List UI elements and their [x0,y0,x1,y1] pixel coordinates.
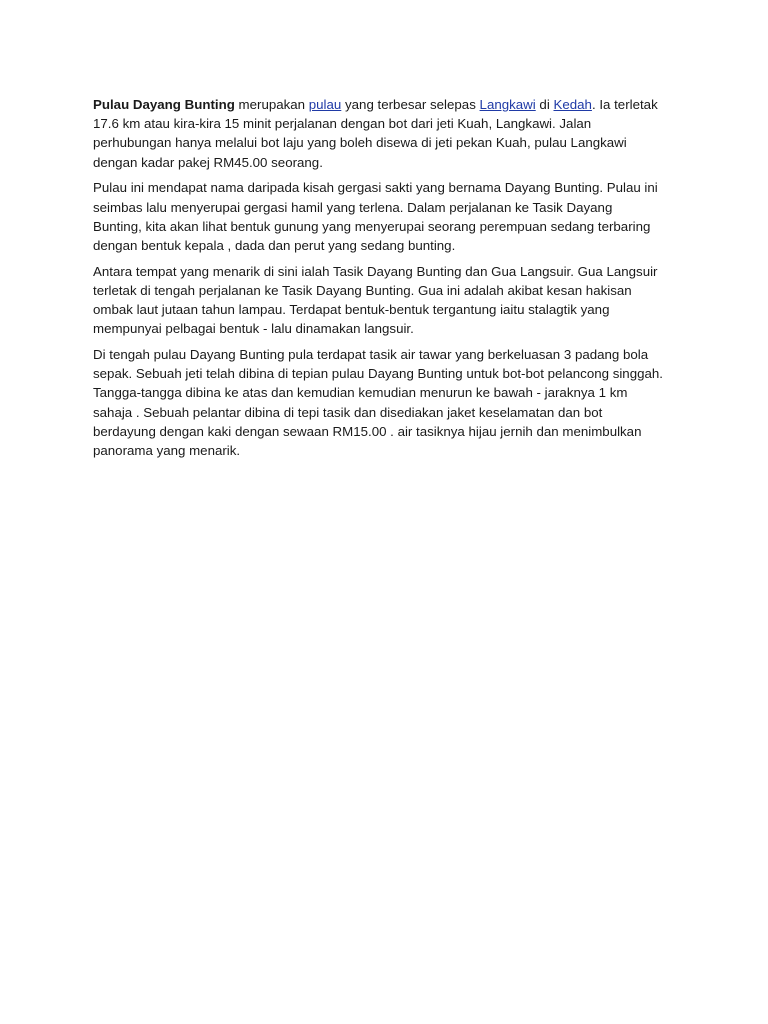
link-kedah[interactable]: Kedah [553,97,592,112]
paragraph-intro [93,95,683,172]
text-segment: merupakan [234,97,309,112]
text-segment: yang terbesar selepas [341,97,480,112]
paragraph-attractions: Antara tempat yang menarik di sini ialah Tasik Dayang Bunting dan Gua Langsuir. Gua Langsuir terletak di tengah perjalanan ke Tasik Dayang Bunting. Gua ini adalah akibat kesan hakisan ombak laut jutaan tahun lampau. Terdapat bentuk-bentuk tergantung iaitu stalagtik yang mempunyai pelbagai bentuk - lalu dinamakan langsuir. [93,263,658,337]
text-segment: . Ia terletak 17.6 km atau kira-kira 15 minit perjalanan dengan bot dari jeti Kuah, Langkawi. Jalan perhubungan hanya melalui bot laju yang boleh disewa di jeti pekan Kuah, pulau Langkawi dengan kadar pakej RM45.00 seorang. [93,97,658,170]
link-pulau[interactable]: pulau [308,97,342,112]
document-body [93,95,683,467]
link-langkawi[interactable]: Langkawi [479,97,536,112]
paragraph-lake: Di tengah pulau Dayang Bunting pula terdapat tasik air tawar yang berkeluasan 3 padang bola sepak. Sebuah jeti telah dibina di tepian pulau Dayang Bunting untuk bot-bot pelancong singgah. Tangga-tangga dibina ke atas dan kemudian kemudian menurun ke bawah - jaraknya 1 km sahaja . Sebuah pelantar dibina di tepi tasik dan disediakan jaket keselamatan dan bot berdayung dengan kaki dengan sewaan RM15.00 . air tasiknya hijau jernih dan menimbulkan panorama yang menarik. [93,346,663,458]
paragraph-legend: Pulau ini mendapat nama daripada kisah gergasi sakti yang bernama Dayang Bunting. Pulau ini seimbas lalu menyerupai gergasi hamil yang terlena. Dalam perjalanan ke Tasik Dayang Bunting, kita akan lihat bentuk gunung yang menyerupai seorang perempuan sedang terbaring dengan bentuk kepala , dada dan perut yang sedang bunting. [93,180,658,253]
text-segment: di [535,97,554,112]
article-title: Pulau Dayang Bunting [93,97,235,112]
